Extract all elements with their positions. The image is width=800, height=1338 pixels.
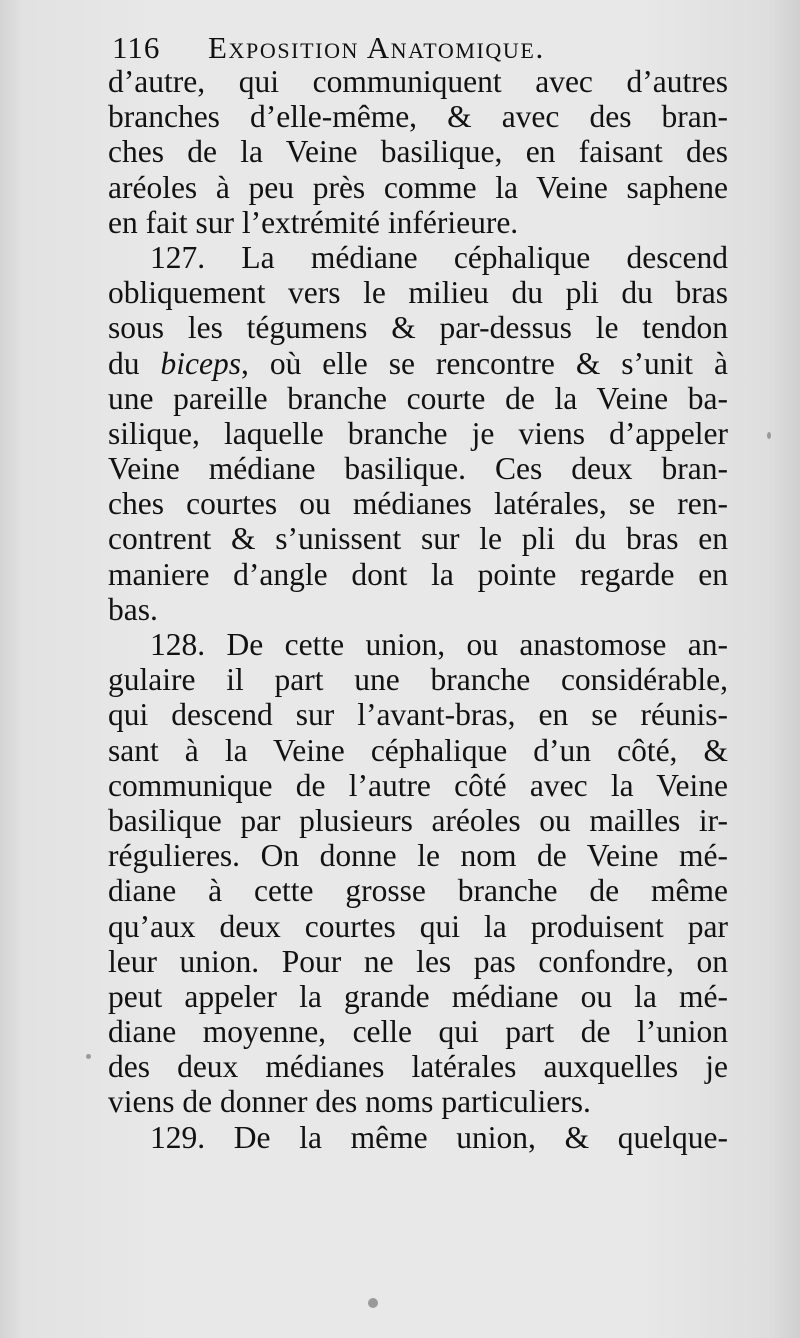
running-head: Exposition Anatomique. — [208, 30, 545, 65]
text-line: du biceps, où elle se rencontre & s’unit à — [108, 345, 729, 381]
text-line: branches d’elle-même, & avec des bran- — [108, 99, 728, 135]
text-line: d’autre, qui communiquent avec d’autres — [108, 64, 728, 99]
text-line: viens de donner des noms particuliers. — [108, 1084, 591, 1120]
text-line: 129. De la même union, & quelque- — [150, 1119, 728, 1155]
text-line: des deux médianes latérales auxquelles je — [108, 1049, 728, 1085]
text-line: diane à cette grosse branche de même — [108, 873, 728, 909]
text-line: communique de l’autre côté avec la Veine — [108, 767, 728, 803]
text-line: obliquement vers le milieu du pli du bras — [108, 275, 728, 311]
text-line: 128. De cette union, ou anastomose an- — [150, 627, 728, 662]
text-line: gulaire il part une branche considérable, — [108, 662, 728, 698]
text-line: bas. — [108, 591, 158, 627]
body-text — [108, 64, 728, 1155]
text-line: une pareille branche courte de la Veine ba- — [108, 380, 728, 416]
paragraph-128 — [108, 627, 728, 1120]
text-line: 127. La médiane céphalique descend — [150, 239, 728, 275]
text-line: maniere d’angle dont la pointe regarde en — [108, 556, 728, 592]
text-line: qui descend sur l’avant-bras, en se réunis- — [108, 697, 728, 733]
text-line: sant à la Veine céphalique d’un côté, & — [108, 732, 728, 768]
ink-spot — [767, 432, 771, 439]
paragraph-129 — [108, 1120, 728, 1155]
text-line: diane moyenne, celle qui part de l’union — [108, 1014, 728, 1050]
text-line: sous les tégumens & par-dessus le tendon — [108, 310, 728, 346]
text-line: basilique par plusieurs aréoles ou mailles ir- — [108, 802, 728, 838]
paragraph-continuation — [108, 64, 728, 240]
text-line: peut appeler la grande médiane ou la mé- — [108, 978, 728, 1014]
text-line: Veine médiane basilique. Ces deux bran- — [108, 451, 728, 487]
ink-spot — [86, 1054, 91, 1059]
text-line: ches courtes ou médianes latérales, se ren- — [108, 486, 728, 522]
text-line: leur union. Pour ne les pas confondre, on — [108, 943, 728, 979]
text-line: en fait sur l’extrémité inférieure. — [108, 204, 519, 240]
ink-spot — [368, 1298, 378, 1308]
italic-term: biceps — [160, 345, 241, 381]
text-line: contrent & s’unissent sur le pli du bras en — [108, 521, 728, 557]
text-line: qu’aux deux courtes qui la produisent par — [108, 908, 728, 944]
paragraph-127 — [108, 240, 728, 627]
text-line: aréoles à peu près comme la Veine saphene — [108, 169, 728, 205]
text-line: silique, laquelle branche je viens d’appeler — [108, 415, 728, 451]
text-line: régulieres. On donne le nom de Veine mé- — [108, 838, 728, 874]
text-line: ches de la Veine basilique, en faisant des — [108, 134, 728, 170]
page-number: 116 — [112, 30, 161, 65]
